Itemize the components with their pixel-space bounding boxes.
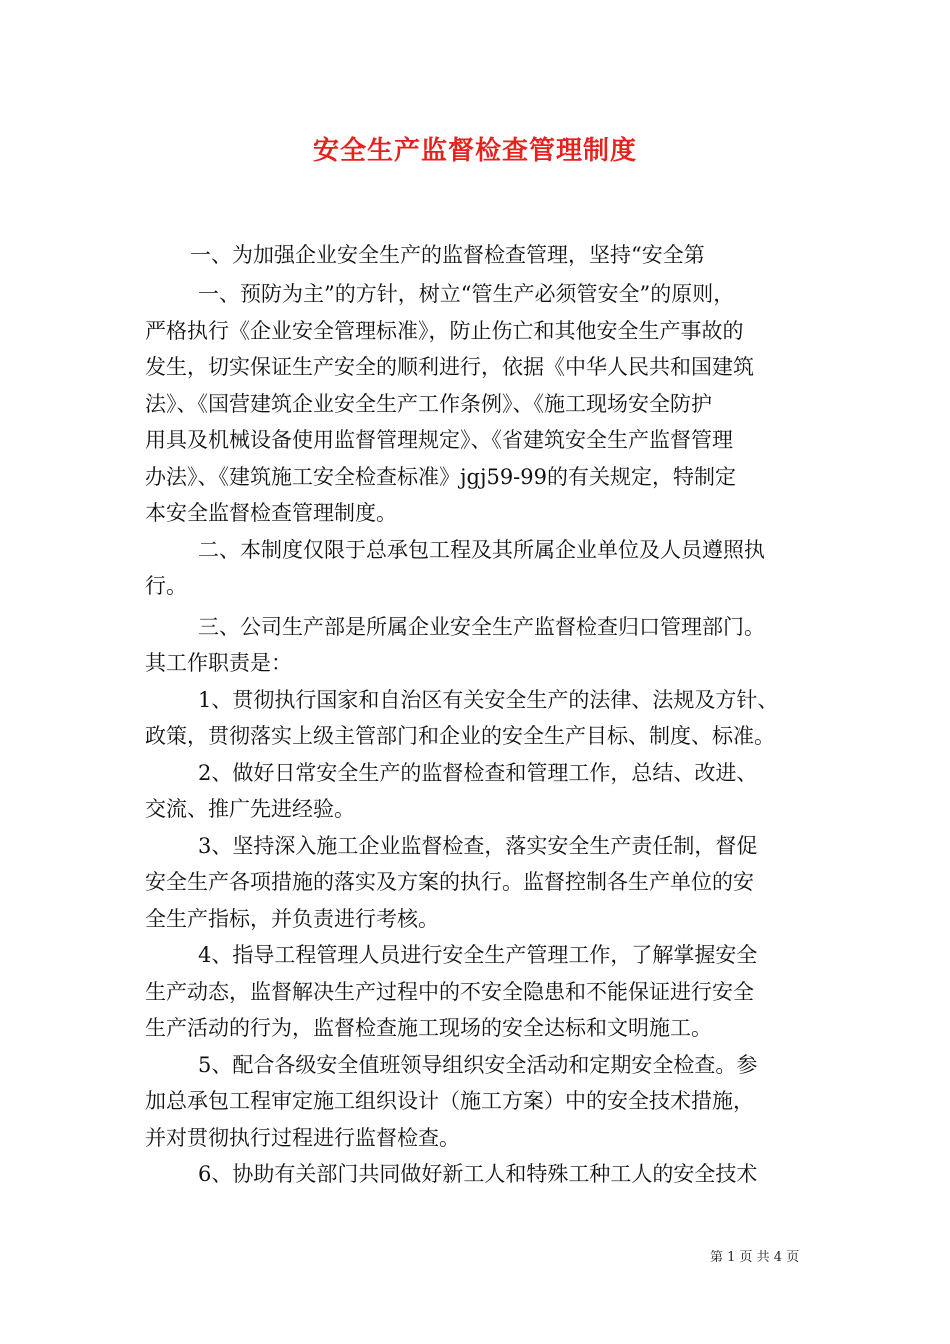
- text-line: 其工作职责是：: [145, 651, 292, 675]
- text-line: 法》、《国营建筑企业安全生产工作条例》、《施工现场安全防护: [145, 392, 712, 416]
- text-line: 发生，切实保证生产安全的顺利进行，依据《中华人民共和国建筑: [145, 355, 754, 379]
- text-line: 生产动态，监督解决生产过程中的不安全隐患和不能保证进行安全: [145, 980, 754, 1004]
- text-line: 加总承包工程审定施工组织设计（施工方案）中的安全技术措施，: [145, 1089, 754, 1113]
- document-title: 安全生产监督检查管理制度: [312, 136, 637, 166]
- text-line: 交流、推广先进经验。: [145, 797, 355, 821]
- text-line: 二、本制度仅限于总承包工程及其所属企业单位及人员遵照执: [198, 538, 765, 562]
- text-line: 生产活动的行为，监督检查施工现场的安全达标和文明施工。: [145, 1016, 712, 1040]
- text-line: 5、配合各级安全值班领导组织安全活动和定期安全检查。参: [198, 1053, 758, 1077]
- text-line: 一、预防为主”的方针，树立“管生产必须管安全”的原则，: [198, 282, 735, 306]
- text-line: 4、指导工程管理人员进行安全生产管理工作，了解掌握安全: [198, 943, 758, 967]
- text-line: 3、坚持深入施工企业监督检查，落实安全生产责任制，督促: [198, 834, 758, 858]
- text-line: 用具及机械设备使用监督管理规定》、《省建筑安全生产监督管理: [145, 428, 733, 452]
- page-number-footer: 第 1 页 共 4 页: [710, 1250, 800, 1265]
- text-line: 严格执行《企业安全管理标准》，防止伤亡和其他安全生产事故的: [145, 319, 744, 343]
- text-line: 本安全监督检查管理制度。: [145, 501, 397, 525]
- text-line: 一、为加强企业安全生产的监督检查管理，坚持“安全第: [190, 243, 705, 267]
- text-line: 政策，贯彻落实上级主管部门和企业的安全生产目标、制度、标准。: [145, 724, 775, 748]
- text-line: 并对贯彻执行过程进行监督检查。: [145, 1126, 460, 1150]
- text-line: 全生产指标，并负责进行考核。: [145, 907, 439, 931]
- text-line: 行。: [145, 574, 187, 598]
- text-line: 2、做好日常安全生产的监督检查和管理工作，总结、改进、: [198, 761, 758, 785]
- text-line: 三、公司生产部是所属企业安全生产监督检查归口管理部门。: [198, 615, 765, 639]
- text-line: 办法》、《建筑施工安全检查标准》jgj59-99的有关规定，特制定: [145, 465, 737, 489]
- text-line: 安全生产各项措施的落实及方案的执行。监督控制各生产单位的安: [145, 870, 754, 894]
- text-line: 1、贯彻执行国家和自治区有关安全生产的法律、法规及方针、: [198, 688, 779, 712]
- text-line: 6、协助有关部门共同做好新工人和特殊工种工人的安全技术: [198, 1162, 758, 1186]
